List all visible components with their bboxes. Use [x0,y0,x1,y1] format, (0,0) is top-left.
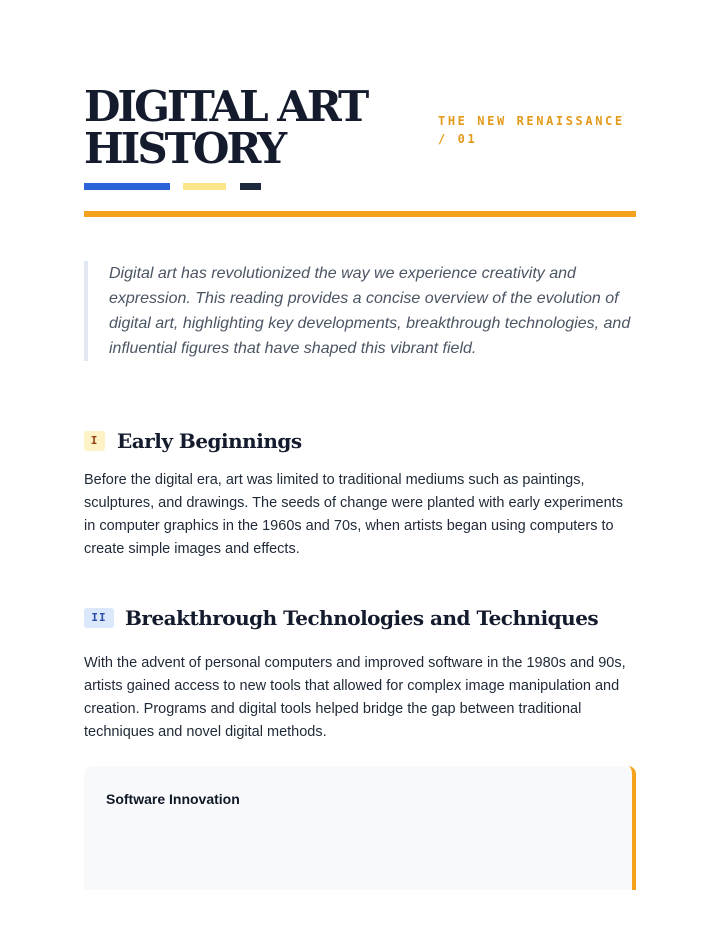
section-heading [84,604,636,634]
kicker-line-2: / 01 [438,132,478,146]
section-breakthrough [84,604,636,744]
card-title: Software Innovation [106,791,240,807]
decor-bar-yellow [183,183,226,190]
decor-bar-blue [84,183,170,190]
kicker-line-1: THE NEW RENAISSANCE [438,114,625,128]
document-title [84,82,367,173]
section-heading [84,427,636,457]
title-line-2: HISTORY [84,124,285,173]
section-title: Breakthrough Technologies and Techniques [125,606,599,630]
series-kicker [438,112,638,148]
decor-bar-dark [240,183,261,190]
section-early-beginnings [84,427,636,561]
title-line-1: DIGITAL ART [84,82,367,131]
header-divider [84,211,636,217]
section-body: Before the digital era, art was limited to traditional mediums such as paintings, sculptures, and drawings. The seeds of change were planted with early experiments in computer graphics in the 1960s and 70s, when artists began using computers to create simple images and effects. [84,472,623,557]
section-number-badge: II [84,608,114,628]
document-header [84,82,636,226]
section-title: Early Beginnings [117,429,302,453]
section-body: With the advent of personal computers and improved software in the 1980s and 90s, artists gained access to new tools that allowed for complex image manipulation and creation. Programs and digital tools helped bridge the gap between traditional techniques and novel digital methods. [84,655,626,740]
section-number-badge: I [84,431,105,451]
callout-card [84,766,636,890]
intro-quote: Digital art has revolutionized the way we experience creativity and expression. This reading provides a concise overview of the evolution of digital art, highlighting key developments, breakthrough technologies, and influential figures that have shaped this vibrant field. [84,261,636,361]
